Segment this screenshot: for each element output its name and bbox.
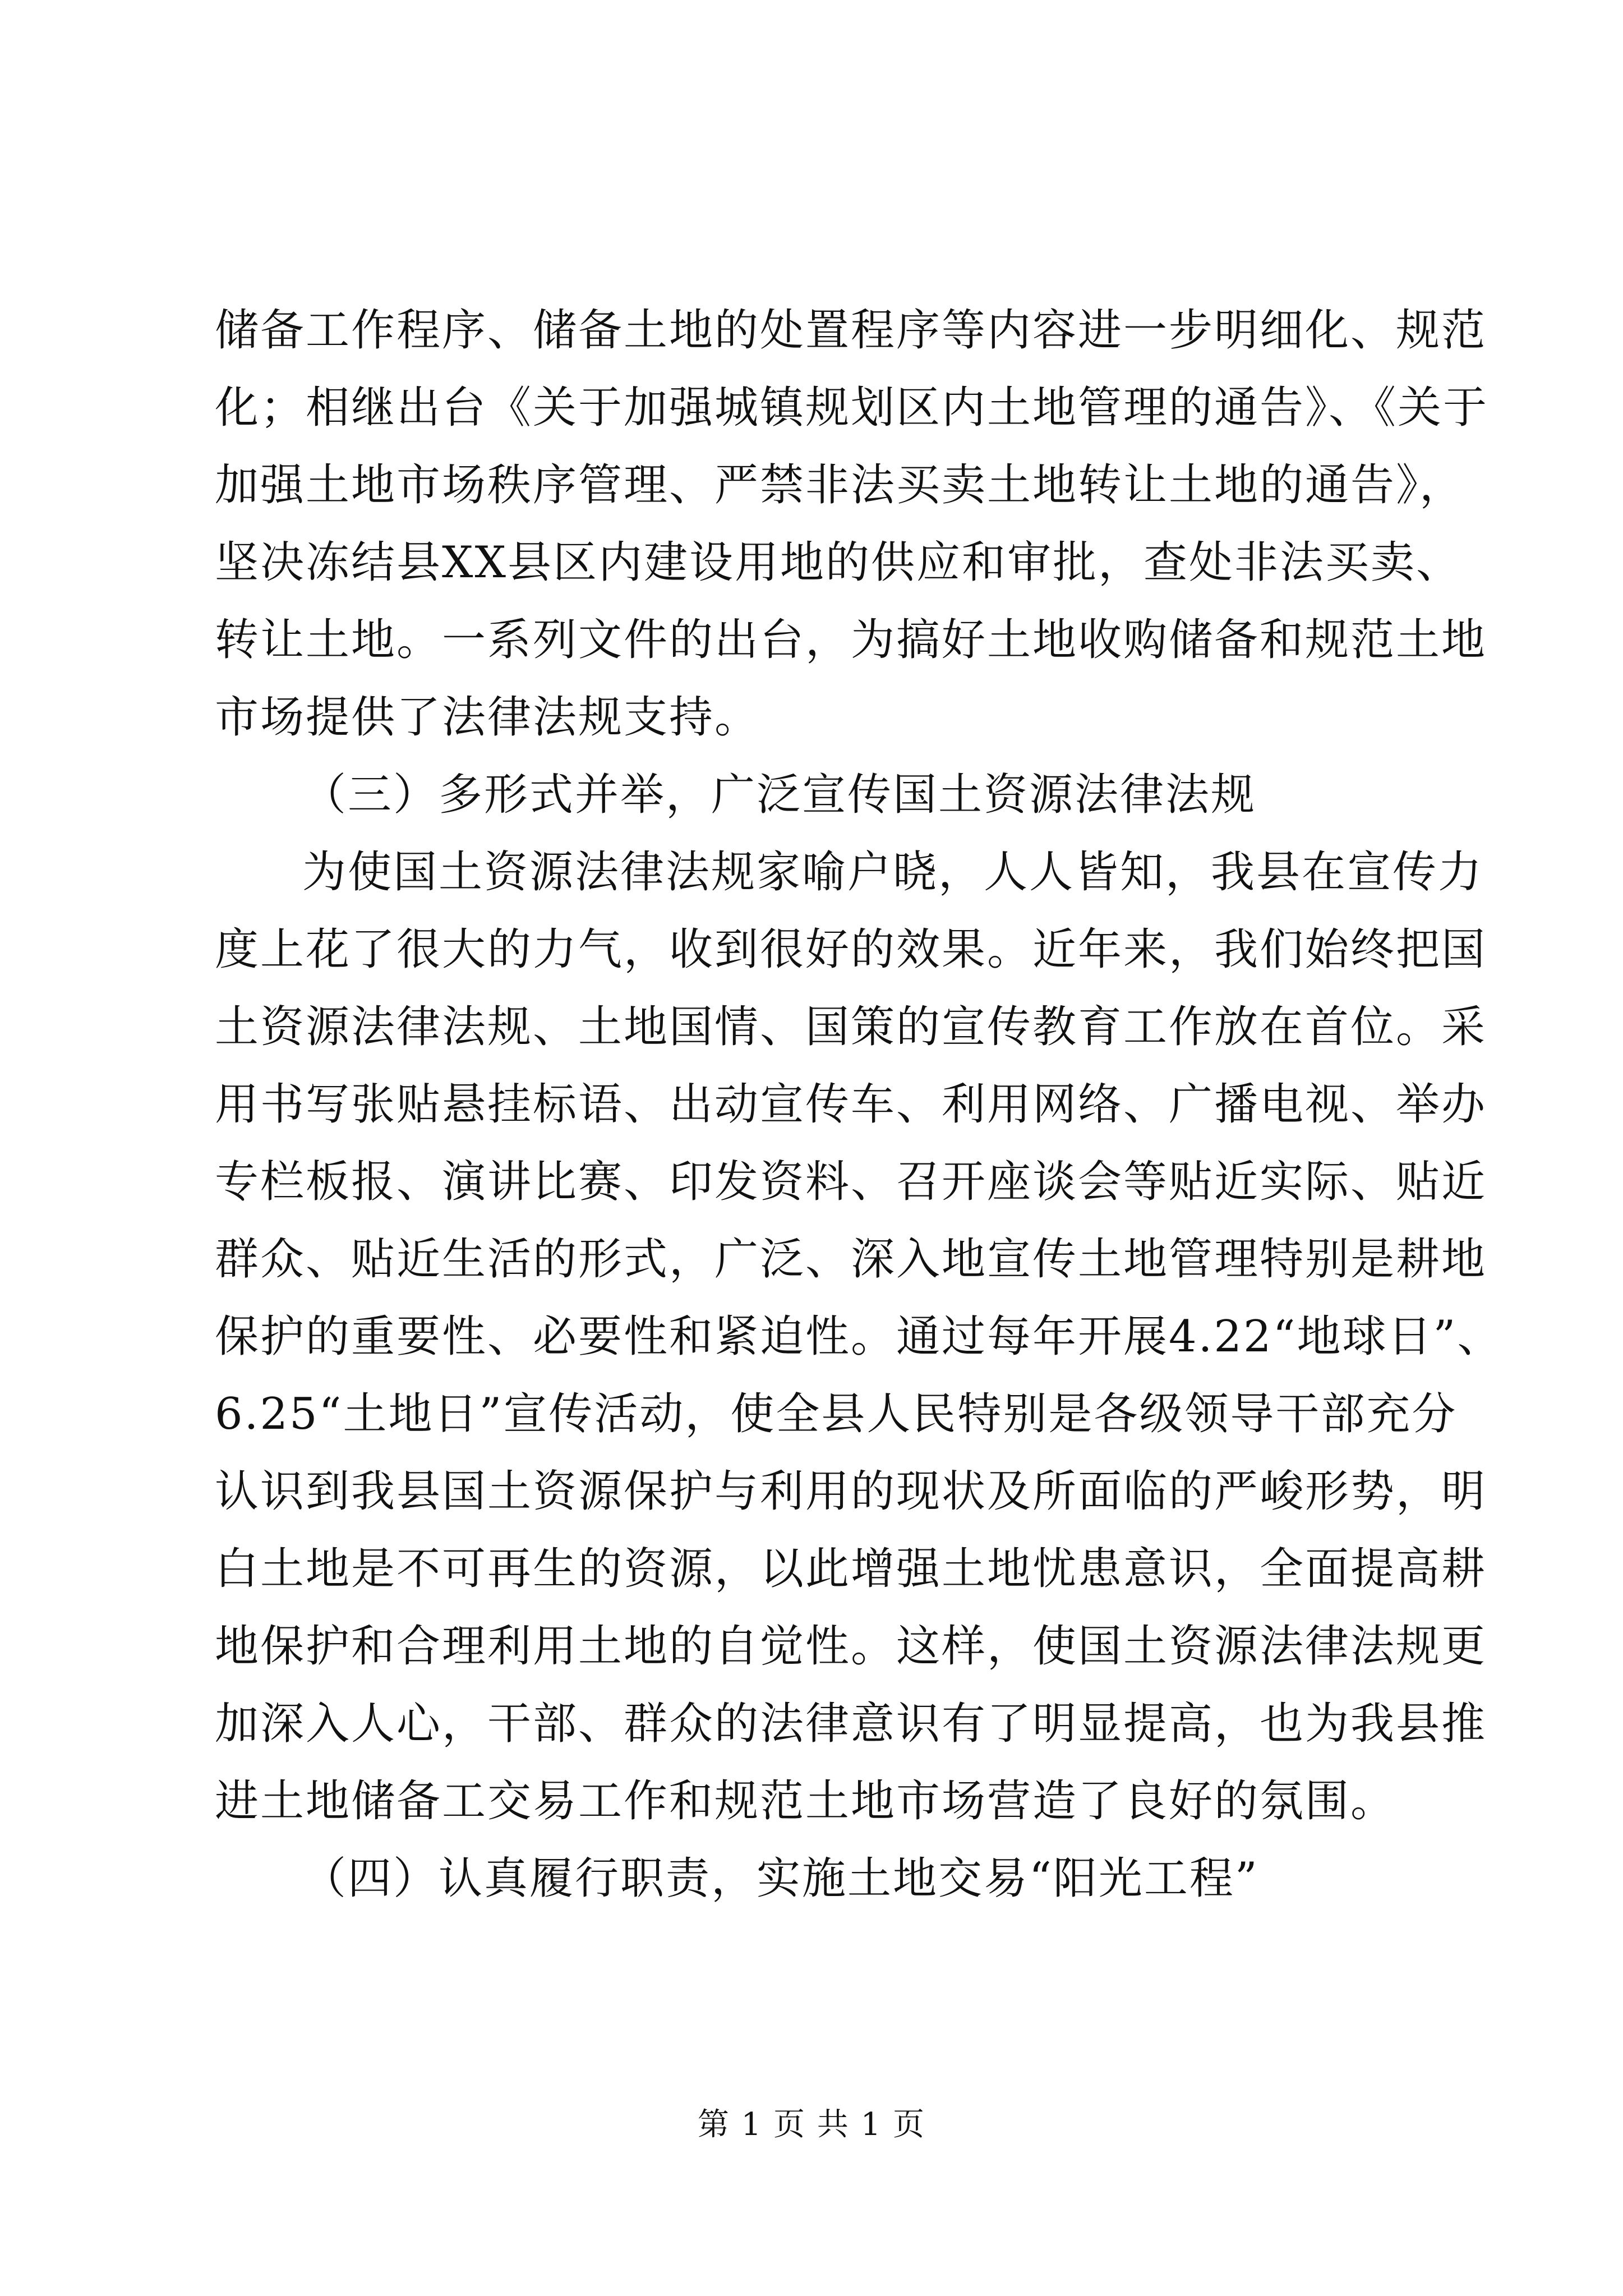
text-line: 土资源法律法规、土地国情、国策的宣传教育工作放在首位。采	[215, 1002, 1487, 1052]
text-line: 为使国土资源法律法规家喻户晓，人人皆知，我县在宣传力	[302, 847, 1484, 898]
text-line: 认识到我县国土资源保护与利用的现状及所面临的严峻形势，明	[215, 1466, 1487, 1517]
text-line: 加强土地市场秩序管理、严禁非法买卖土地转让土地的通告》，	[215, 460, 1465, 510]
text-line: 坚决冻结县XX县区内建设用地的供应和审批，查处非法买卖、	[215, 537, 1462, 588]
text-line: 保护的重要性、必要性和紧迫性。通过每年开展4.22“地球日”、	[215, 1312, 1503, 1362]
text-line: 转让土地。一系列文件的出台，为搞好土地收购储备和规范土地	[215, 615, 1487, 665]
text-line: 群众、贴近生活的形式，广泛、深入地宣传土地管理特别是耕地	[215, 1234, 1487, 1285]
text-line: 市场提供了法律法规支持。	[215, 692, 760, 743]
body-text	[215, 292, 1503, 1917]
text-line: 地保护和合理利用土地的自觉性。这样，使国土资源法律法规更	[215, 1621, 1487, 1672]
section-heading: （四）认真履行职责，实施土地交易“阳光工程”	[302, 1853, 1259, 1904]
text-line: 白土地是不可再生的资源，以此增强土地忧患意识，全面提高耕	[215, 1544, 1487, 1594]
section-heading: （三）多形式并举，广泛宣传国土资源法律法规	[302, 770, 1257, 820]
text-line: 化；相继出台《关于加强城镇规划区内土地管理的通告》、《关于	[215, 383, 1489, 433]
text-line: 专栏板报、演讲比赛、印发资料、召开座谈会等贴近实际、贴近	[215, 1157, 1487, 1207]
text-line: 进土地储备工交易工作和规范土地市场营造了良好的氛围。	[215, 1776, 1396, 1826]
page-footer: 第 1 页 共 1 页	[697, 2106, 926, 2143]
text-line: 储备工作程序、储备土地的处置程序等内容进一步明细化、规范	[215, 305, 1487, 356]
text-line: 用书写张贴悬挂标语、出动宣传车、利用网络、广播电视、举办	[215, 1079, 1487, 1130]
text-line: 6.25“土地日”宣传活动，使全县人民特别是各级领导干部充分	[215, 1389, 1458, 1439]
text-line: 加深入人心，干部、群众的法律意识有了明显提高，也为我县推	[215, 1699, 1487, 1749]
text-line: 度上花了很大的力气，收到很好的效果。近年来，我们始终把国	[215, 924, 1487, 975]
